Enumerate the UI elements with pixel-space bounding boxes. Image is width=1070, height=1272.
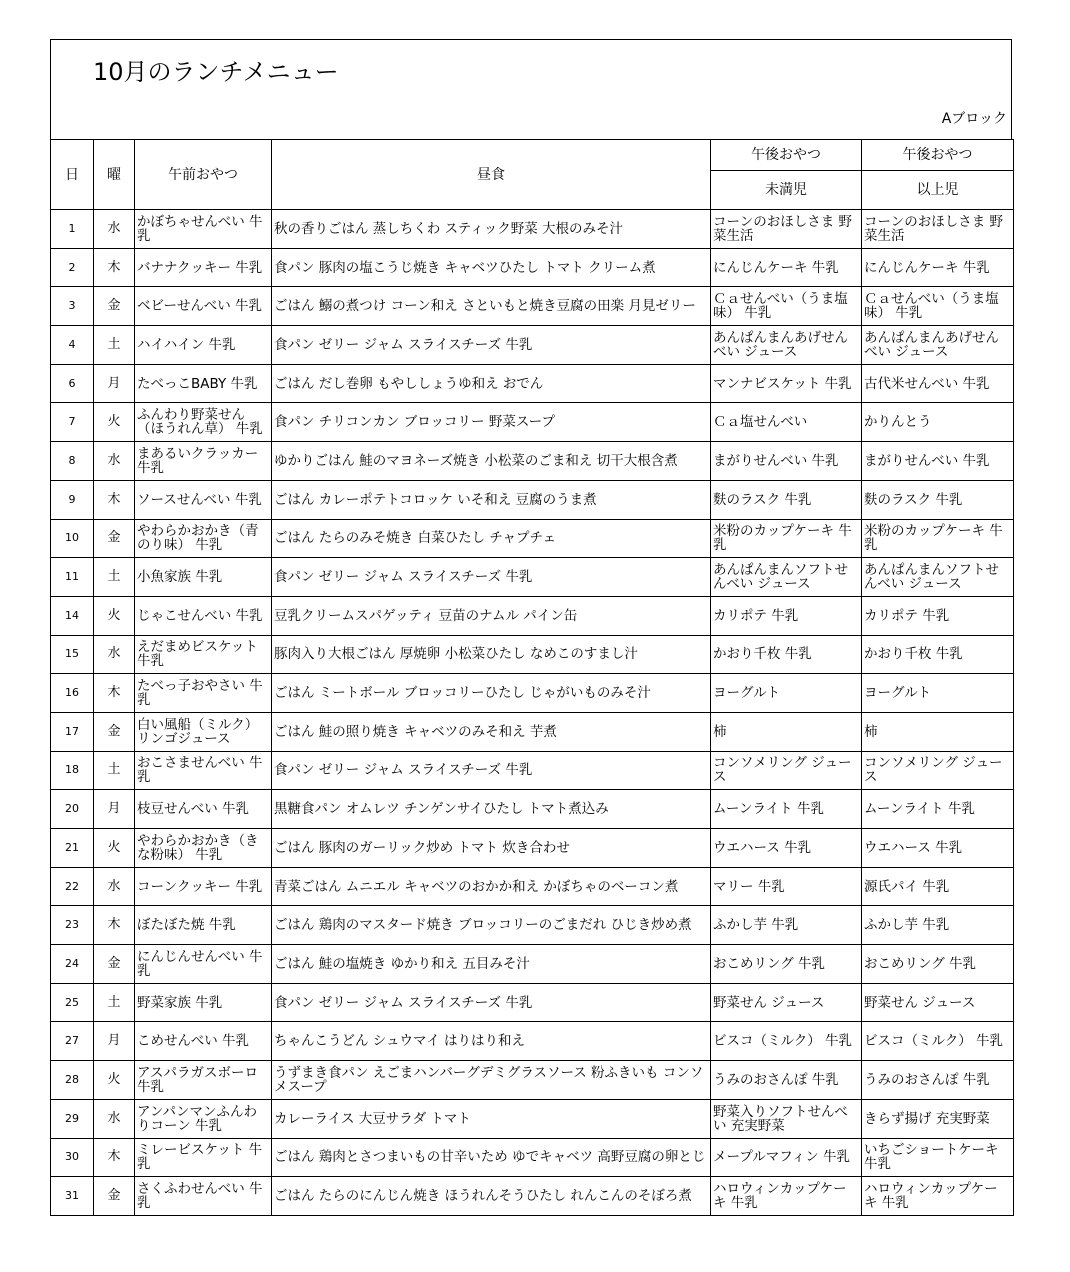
header-morning-snack: 午前おやつ [135, 140, 272, 210]
afternoon-snack-over-cell: 源氏パイ 牛乳 [862, 867, 1014, 906]
header-under-age: 未満児 [711, 171, 862, 210]
afternoon-snack-over-cell: カリポテ 牛乳 [862, 596, 1014, 635]
day-cell: 28 [51, 1061, 94, 1100]
table-row [51, 983, 1014, 1022]
lunch-cell: 食パン ゼリー ジャム スライスチーズ 牛乳 [272, 558, 711, 597]
table-row [51, 596, 1014, 635]
table-row [51, 558, 1014, 597]
afternoon-snack-over-cell: あんぱんまんあげせんべい ジュース [862, 326, 1014, 365]
weekday-cell: 月 [94, 1022, 135, 1061]
weekday-cell: 火 [94, 403, 135, 442]
weekday-cell: 水 [94, 1099, 135, 1138]
morning-snack-cell: にんじんせんべい 牛乳 [135, 945, 272, 984]
lunch-cell: 豆乳クリームスパゲッティ 豆苗のナムル パイン缶 [272, 596, 711, 635]
afternoon-snack-under-cell: あんぱんまんあげせんべい ジュース [711, 326, 862, 365]
afternoon-snack-over-cell: いちごショートケーキ 牛乳 [862, 1138, 1014, 1177]
morning-snack-cell: たべっ子おやさい 牛乳 [135, 674, 272, 713]
table-row [51, 248, 1014, 287]
morning-snack-cell: かぼちゃせんべい 牛乳 [135, 210, 272, 249]
table-row [51, 1099, 1014, 1138]
morning-snack-cell: たべっこBABY 牛乳 [135, 364, 272, 403]
weekday-cell: 月 [94, 790, 135, 829]
day-cell: 3 [51, 287, 94, 326]
afternoon-snack-under-cell: かおり千枚 牛乳 [711, 635, 862, 674]
morning-snack-cell: 枝豆せんべい 牛乳 [135, 790, 272, 829]
afternoon-snack-over-cell: ビスコ（ミルク） 牛乳 [862, 1022, 1014, 1061]
day-cell: 8 [51, 442, 94, 481]
afternoon-snack-under-cell: 米粉のカップケーキ 牛乳 [711, 519, 862, 558]
lunch-cell: カレーライス 大豆サラダ トマト [272, 1099, 711, 1138]
day-cell: 18 [51, 751, 94, 790]
header-dow: 曜 [94, 140, 135, 210]
afternoon-snack-over-cell: ムーンライト 牛乳 [862, 790, 1014, 829]
weekday-cell: 木 [94, 906, 135, 945]
weekday-cell: 水 [94, 210, 135, 249]
lunch-cell: ごはん 鮭の照り焼き キャベツのみそ和え 芋煮 [272, 712, 711, 751]
afternoon-snack-over-cell: 野菜せん ジュース [862, 983, 1014, 1022]
morning-snack-cell: ベビーせんべい 牛乳 [135, 287, 272, 326]
afternoon-snack-under-cell: ムーンライト 牛乳 [711, 790, 862, 829]
day-cell: 31 [51, 1177, 94, 1216]
morning-snack-cell: えだまめビスケット 牛乳 [135, 635, 272, 674]
afternoon-snack-over-cell: かおり千枚 牛乳 [862, 635, 1014, 674]
lunch-cell: ごはん 鮭の塩焼き ゆかり和え 五目みそ汁 [272, 945, 711, 984]
afternoon-snack-under-cell: カリポテ 牛乳 [711, 596, 862, 635]
morning-snack-cell: ふんわり野菜せん（ほうれん草） 牛乳 [135, 403, 272, 442]
afternoon-snack-over-cell: にんじんケーキ 牛乳 [862, 248, 1014, 287]
weekday-cell: 月 [94, 364, 135, 403]
morning-snack-cell: ソースせんべい 牛乳 [135, 480, 272, 519]
morning-snack-cell: まあるいクラッカー 牛乳 [135, 442, 272, 481]
afternoon-snack-over-cell: 柿 [862, 712, 1014, 751]
afternoon-snack-over-cell: Ｃａせんべい（うま塩味） 牛乳 [862, 287, 1014, 326]
afternoon-snack-under-cell: ヨーグルト [711, 674, 862, 713]
afternoon-snack-under-cell: ハロウィンカップケーキ 牛乳 [711, 1177, 862, 1216]
morning-snack-cell: じゃこせんべい 牛乳 [135, 596, 272, 635]
day-cell: 27 [51, 1022, 94, 1061]
afternoon-snack-over-cell: ヨーグルト [862, 674, 1014, 713]
lunch-cell: 食パン チリコンカン ブロッコリー 野菜スープ [272, 403, 711, 442]
morning-snack-cell: こめせんべい 牛乳 [135, 1022, 272, 1061]
day-cell: 15 [51, 635, 94, 674]
morning-snack-cell: ミレービスケット 牛乳 [135, 1138, 272, 1177]
afternoon-snack-over-cell: かりんとう [862, 403, 1014, 442]
afternoon-snack-under-cell: Ｃａせんべい（うま塩味） 牛乳 [711, 287, 862, 326]
afternoon-snack-under-cell: マリー 牛乳 [711, 867, 862, 906]
table-row [51, 906, 1014, 945]
weekday-cell: 木 [94, 480, 135, 519]
morning-snack-cell: 白い風船（ミルク） リンゴジュース [135, 712, 272, 751]
table-row [51, 364, 1014, 403]
day-cell: 2 [51, 248, 94, 287]
afternoon-snack-under-cell: あんぱんまんソフトせんべい ジュース [711, 558, 862, 597]
morning-snack-cell: 小魚家族 牛乳 [135, 558, 272, 597]
table-row [51, 790, 1014, 829]
lunch-cell: ごはん ミートボール ブロッコリーひたし じゃがいものみそ汁 [272, 674, 711, 713]
afternoon-snack-under-cell: メープルマフィン 牛乳 [711, 1138, 862, 1177]
lunch-cell: ごはん 鶏肉とさつまいもの甘辛いため ゆでキャベツ 高野豆腐の卵とじ [272, 1138, 711, 1177]
afternoon-snack-over-cell: あんぱんまんソフトせんべい ジュース [862, 558, 1014, 597]
header-afternoon-snack-over: 午後おやつ [862, 140, 1014, 171]
weekday-cell: 土 [94, 558, 135, 597]
table-row [51, 1061, 1014, 1100]
table-row [51, 1177, 1014, 1216]
afternoon-snack-under-cell: 麩のラスク 牛乳 [711, 480, 862, 519]
weekday-cell: 金 [94, 712, 135, 751]
morning-snack-cell: やわらかおかき（きな粉味） 牛乳 [135, 829, 272, 868]
lunch-cell: 食パン ゼリー ジャム スライスチーズ 牛乳 [272, 751, 711, 790]
afternoon-snack-over-cell: うみのおさんぽ 牛乳 [862, 1061, 1014, 1100]
lunch-cell: ごはん だし巻卵 もやししょうゆ和え おでん [272, 364, 711, 403]
afternoon-snack-over-cell: きらず揚げ 充実野菜 [862, 1099, 1014, 1138]
table-row [51, 635, 1014, 674]
day-cell: 16 [51, 674, 94, 713]
afternoon-snack-under-cell: ウエハース 牛乳 [711, 829, 862, 868]
morning-snack-cell: コーンクッキー 牛乳 [135, 867, 272, 906]
morning-snack-cell: ぼたぼた焼 牛乳 [135, 906, 272, 945]
page-title: 10月のランチメニュー [93, 58, 339, 86]
afternoon-snack-over-cell: 麩のラスク 牛乳 [862, 480, 1014, 519]
lunch-cell: ごはん 鶏肉のマスタード焼き ブロッコリーのごまだれ ひじき炒め煮 [272, 906, 711, 945]
weekday-cell: 金 [94, 1177, 135, 1216]
lunch-cell: 黒糖食パン オムレツ チンゲンサイひたし トマト煮込み [272, 790, 711, 829]
menu-sheet [50, 39, 1013, 1219]
lunch-cell: 豚肉入り大根ごはん 厚焼卵 小松菜ひたし なめこのすまし汁 [272, 635, 711, 674]
afternoon-snack-under-cell: まがりせんべい 牛乳 [711, 442, 862, 481]
morning-snack-cell: ハイハイン 牛乳 [135, 326, 272, 365]
afternoon-snack-under-cell: コーンのおほしさま 野菜生活 [711, 210, 862, 249]
table-row [51, 287, 1014, 326]
morning-snack-cell: 野菜家族 牛乳 [135, 983, 272, 1022]
afternoon-snack-under-cell: うみのおさんぽ 牛乳 [711, 1061, 862, 1100]
lunch-cell: ごはん 鰯の煮つけ コーン和え さといもと焼き豆腐の田楽 月見ゼリー [272, 287, 711, 326]
lunch-cell: 食パン 豚肉の塩こうじ焼き キャベツひたし トマト クリーム煮 [272, 248, 711, 287]
table-row [51, 751, 1014, 790]
weekday-cell: 金 [94, 287, 135, 326]
header-day: 日 [51, 140, 94, 210]
day-cell: 10 [51, 519, 94, 558]
day-cell: 25 [51, 983, 94, 1022]
weekday-cell: 火 [94, 1061, 135, 1100]
weekday-cell: 土 [94, 326, 135, 365]
lunch-cell: 食パン ゼリー ジャム スライスチーズ 牛乳 [272, 983, 711, 1022]
menu-table [50, 139, 1014, 1216]
table-row [51, 210, 1014, 249]
morning-snack-cell: やわらかおかき（青のり味） 牛乳 [135, 519, 272, 558]
morning-snack-cell: アスパラガスボーロ 牛乳 [135, 1061, 272, 1100]
day-cell: 22 [51, 867, 94, 906]
afternoon-snack-over-cell: ウエハース 牛乳 [862, 829, 1014, 868]
day-cell: 6 [51, 364, 94, 403]
afternoon-snack-under-cell: ふかし芋 牛乳 [711, 906, 862, 945]
block-label: Aブロック [941, 111, 1007, 127]
table-row [51, 1138, 1014, 1177]
table-row [51, 867, 1014, 906]
day-cell: 9 [51, 480, 94, 519]
afternoon-snack-under-cell: にんじんケーキ 牛乳 [711, 248, 862, 287]
weekday-cell: 土 [94, 751, 135, 790]
weekday-cell: 水 [94, 635, 135, 674]
weekday-cell: 火 [94, 596, 135, 635]
lunch-cell: ごはん たらのにんじん焼き ほうれんそうひたし れんこんのそぼろ煮 [272, 1177, 711, 1216]
header-lunch: 昼食 [272, 140, 711, 210]
lunch-cell: ちゃんこうどん シュウマイ はりはり和え [272, 1022, 711, 1061]
weekday-cell: 金 [94, 519, 135, 558]
table-row [51, 712, 1014, 751]
day-cell: 1 [51, 210, 94, 249]
afternoon-snack-under-cell: 柿 [711, 712, 862, 751]
lunch-cell: 食パン ゼリー ジャム スライスチーズ 牛乳 [272, 326, 711, 365]
day-cell: 11 [51, 558, 94, 597]
afternoon-snack-under-cell: ビスコ（ミルク） 牛乳 [711, 1022, 862, 1061]
afternoon-snack-under-cell: コンソメリング ジュース [711, 751, 862, 790]
afternoon-snack-over-cell: コーンのおほしさま 野菜生活 [862, 210, 1014, 249]
afternoon-snack-under-cell: 野菜入りソフトせんべい 充実野菜 [711, 1099, 862, 1138]
title-area [50, 39, 1012, 139]
afternoon-snack-under-cell: 野菜せん ジュース [711, 983, 862, 1022]
weekday-cell: 木 [94, 674, 135, 713]
weekday-cell: 水 [94, 867, 135, 906]
afternoon-snack-over-cell: ハロウィンカップケーキ 牛乳 [862, 1177, 1014, 1216]
lunch-cell: 秋の香りごはん 蒸しちくわ スティック野菜 大根のみそ汁 [272, 210, 711, 249]
weekday-cell: 金 [94, 945, 135, 984]
menu-rows [51, 210, 1014, 1216]
day-cell: 20 [51, 790, 94, 829]
day-cell: 23 [51, 906, 94, 945]
day-cell: 14 [51, 596, 94, 635]
table-row [51, 829, 1014, 868]
weekday-cell: 木 [94, 1138, 135, 1177]
afternoon-snack-over-cell: 米粉のカップケーキ 牛乳 [862, 519, 1014, 558]
table-row [51, 519, 1014, 558]
day-cell: 30 [51, 1138, 94, 1177]
table-row [51, 403, 1014, 442]
day-cell: 4 [51, 326, 94, 365]
lunch-cell: うずまき食パン えごまハンバーグデミグラスソース 粉ふきいも コンソメスープ [272, 1061, 711, 1100]
day-cell: 29 [51, 1099, 94, 1138]
header-over-age: 以上児 [862, 171, 1014, 210]
weekday-cell: 水 [94, 442, 135, 481]
weekday-cell: 火 [94, 829, 135, 868]
table-row [51, 1022, 1014, 1061]
table-row [51, 674, 1014, 713]
afternoon-snack-under-cell: マンナビスケット 牛乳 [711, 364, 862, 403]
day-cell: 24 [51, 945, 94, 984]
morning-snack-cell: バナナクッキー 牛乳 [135, 248, 272, 287]
weekday-cell: 土 [94, 983, 135, 1022]
table-row [51, 945, 1014, 984]
day-cell: 7 [51, 403, 94, 442]
day-cell: 21 [51, 829, 94, 868]
morning-snack-cell: アンパンマンふんわりコーン 牛乳 [135, 1099, 272, 1138]
afternoon-snack-over-cell: おこめリング 牛乳 [862, 945, 1014, 984]
afternoon-snack-over-cell: まがりせんべい 牛乳 [862, 442, 1014, 481]
header-afternoon-snack-under: 午後おやつ [711, 140, 862, 171]
afternoon-snack-over-cell: ふかし芋 牛乳 [862, 906, 1014, 945]
table-row [51, 480, 1014, 519]
table-row [51, 326, 1014, 365]
lunch-cell: ごはん たらのみそ焼き 白菜ひたし チャプチェ [272, 519, 711, 558]
lunch-cell: ごはん カレーポテトコロッケ いそ和え 豆腐のうま煮 [272, 480, 711, 519]
afternoon-snack-under-cell: Ｃａ塩せんべい [711, 403, 862, 442]
table-row [51, 442, 1014, 481]
lunch-cell: 青菜ごはん ムニエル キャベツのおかか和え かぼちゃのベーコン煮 [272, 867, 711, 906]
day-cell: 17 [51, 712, 94, 751]
weekday-cell: 木 [94, 248, 135, 287]
afternoon-snack-over-cell: 古代米せんべい 牛乳 [862, 364, 1014, 403]
afternoon-snack-under-cell: おこめリング 牛乳 [711, 945, 862, 984]
lunch-cell: ゆかりごはん 鮭のマヨネーズ焼き 小松菜のごま和え 切干大根含煮 [272, 442, 711, 481]
morning-snack-cell: おこさませんべい 牛乳 [135, 751, 272, 790]
morning-snack-cell: さくふわせんべい 牛乳 [135, 1177, 272, 1216]
lunch-cell: ごはん 豚肉のガーリック炒め トマト 炊き合わせ [272, 829, 711, 868]
afternoon-snack-over-cell: コンソメリング ジュース [862, 751, 1014, 790]
